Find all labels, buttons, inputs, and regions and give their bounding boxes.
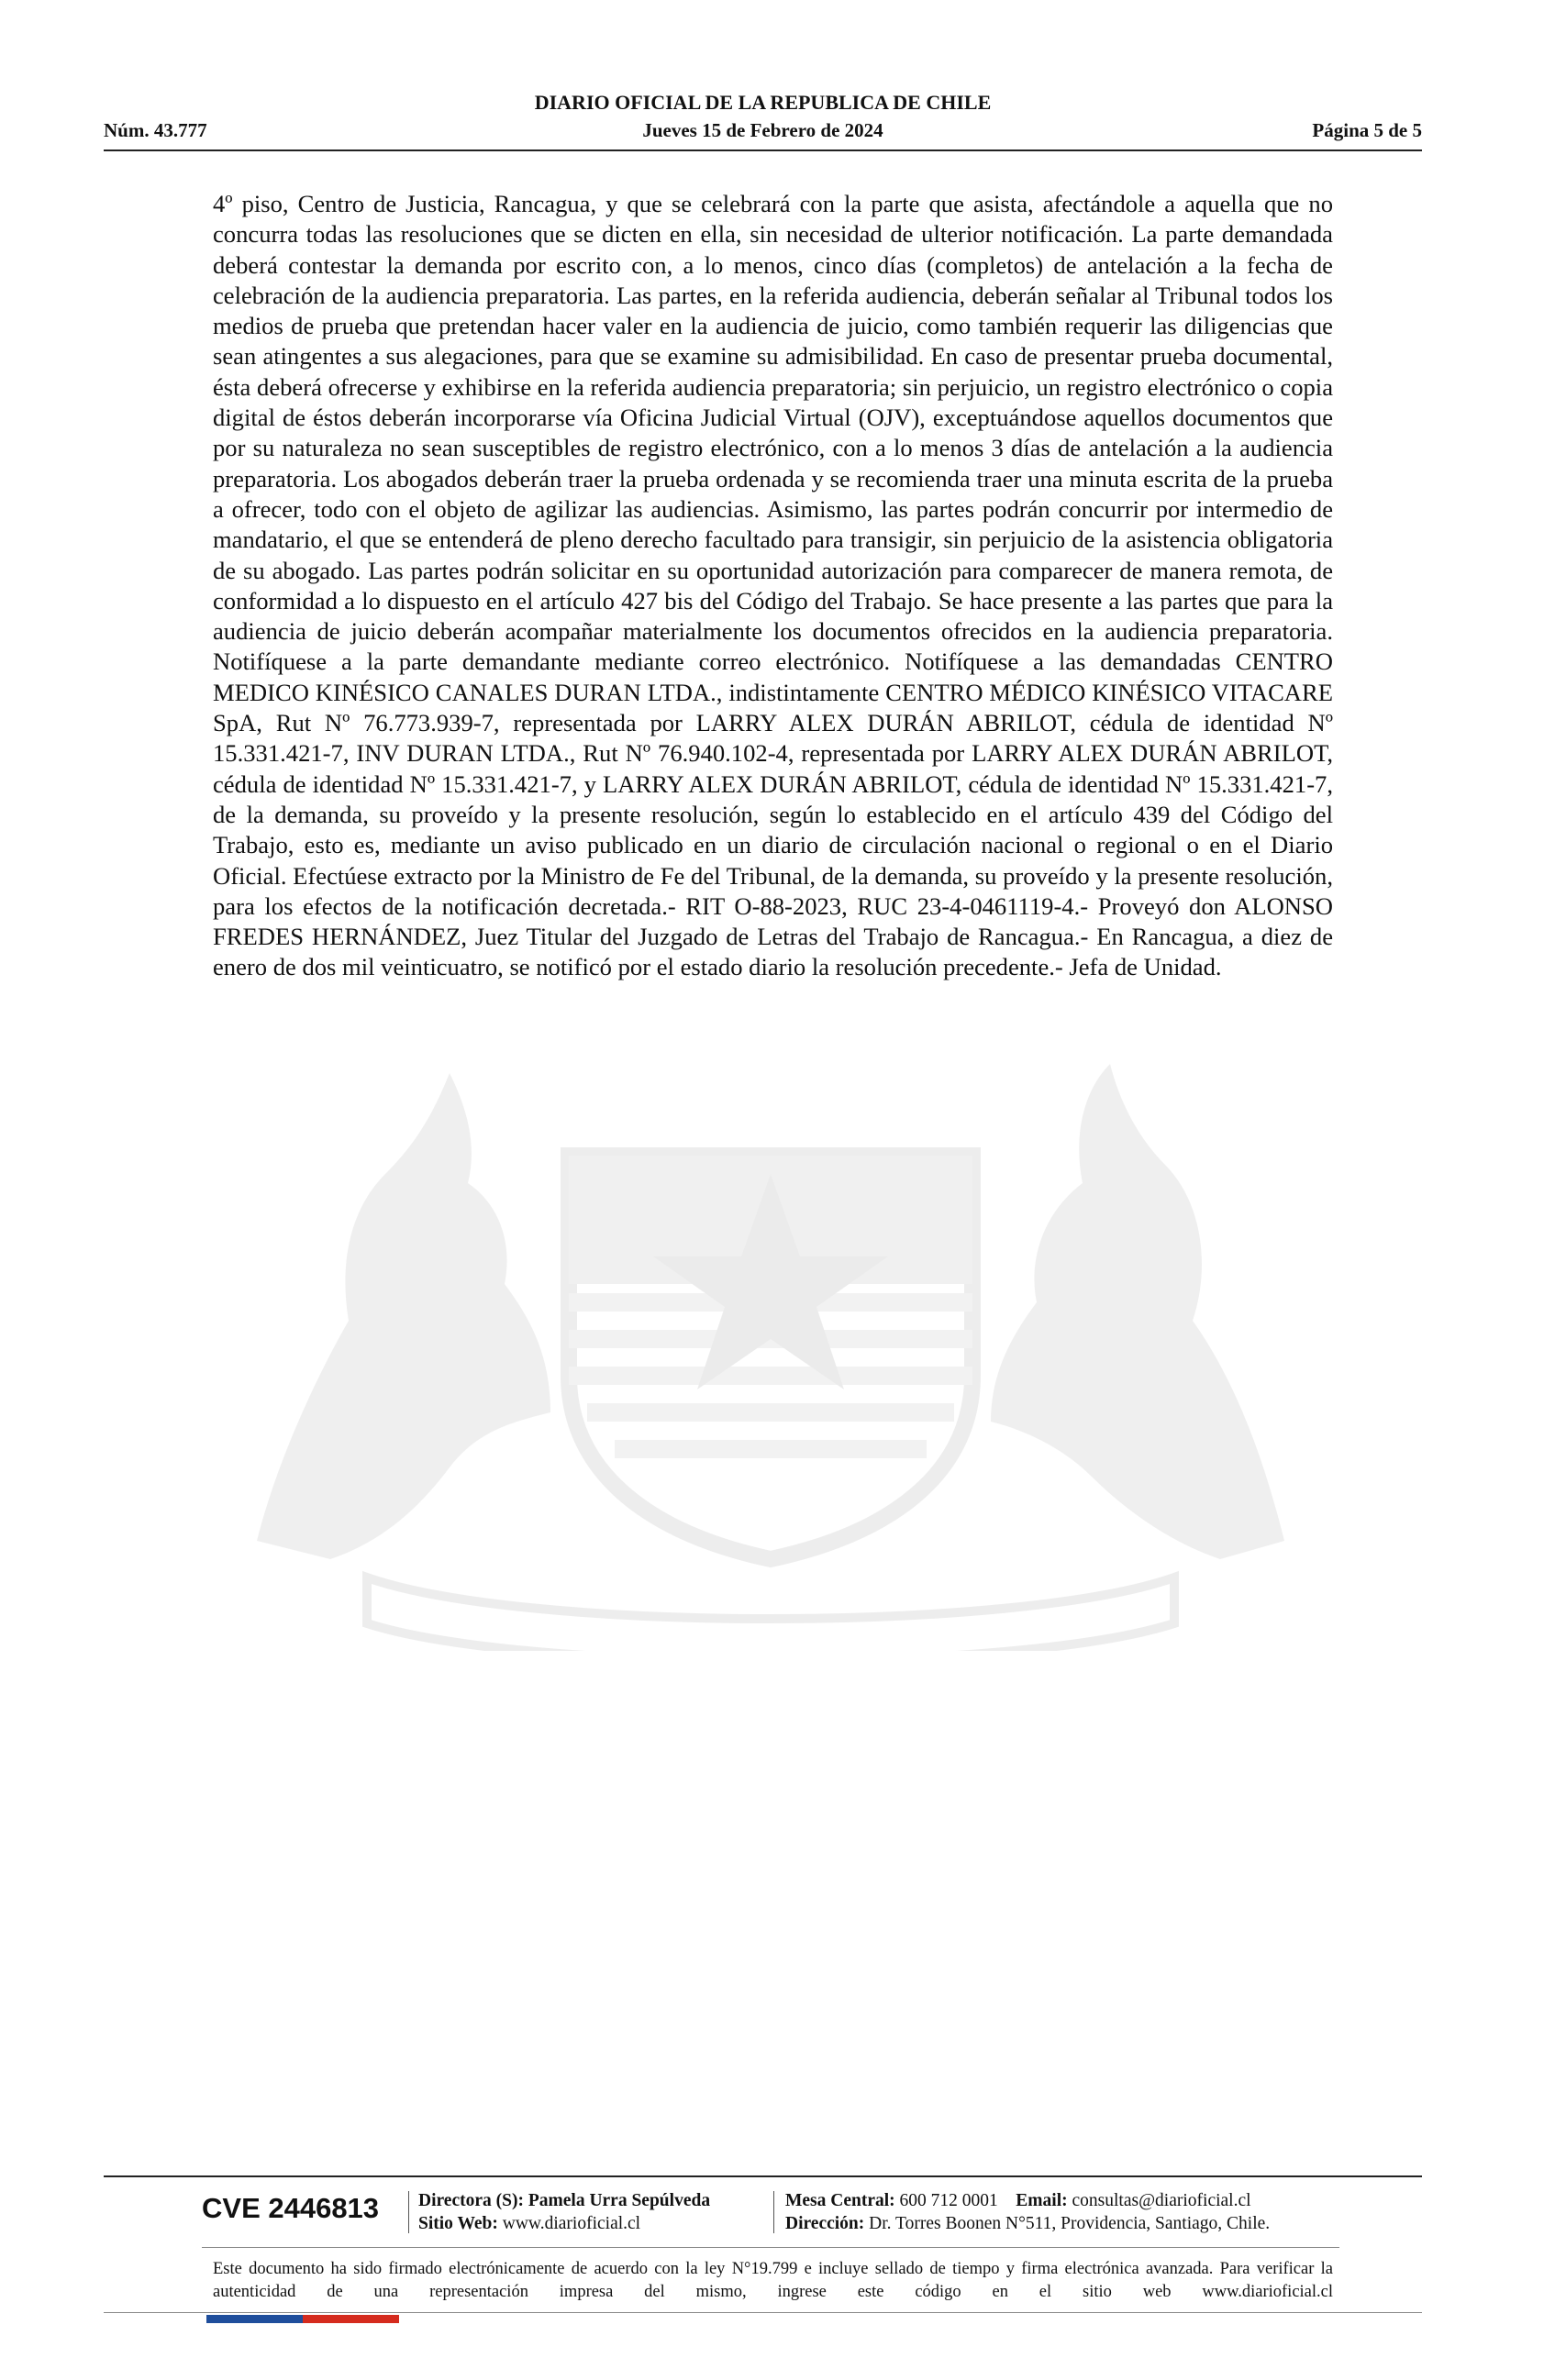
website-label: Sitio Web: [418,2214,498,2233]
footer-divider [104,2175,1422,2177]
flag-blue-segment [206,2315,303,2323]
footer-separator [408,2191,409,2233]
footer-director-block [418,2189,710,2235]
footer-inner-divider [202,2247,1339,2248]
email-label: Email: [1016,2191,1068,2210]
newspaper-title: DIARIO OFICIAL DE LA REPUBLICA DE CHILE [534,91,992,114]
email-link[interactable]: consultas@diarioficial.cl [1072,2191,1251,2210]
header-divider [104,149,1422,151]
coat-of-arms-watermark-icon [202,991,1339,1651]
director-label: Directora (S): [418,2191,524,2210]
notice-body-text: 4º piso, Centro de Justicia, Rancagua, y que se celebrará con la parte que asista, afectándole a aquella que no concurra todas las resoluciones que se dicten en ella, sin necesidad de ulterior notificación. La parte demandada deberá contestar la demanda por escrito con, a lo menos, cinco días (completos) de antelación a la fecha de celebración de la audiencia preparatoria. Las partes, en la referida audiencia, deberán señalar al Tribunal todos los medios de prueba que pretendan hacer valer en la audiencia de juicio, como también requerir las diligencias que sean atingentes a sus alegaciones, para que se examine su admisibilidad. En caso de presentar prueba documental, ésta deberá ofrecerse y exhibirse en la referida audiencia preparatoria; sin perjuicio, un registro electrónico o copia digital de éstos deberán incorporarse vía Oficina Judicial Virtual (OJV), exceptuándose aquellos documentos que por su naturaleza no sean susceptibles de registro electrónico, con a lo menos 3 días de antelación a la audiencia preparatoria. Los abogados deberán traer la prueba ordenada y se recomienda traer una minuta escrita de la prueba a ofrecer, todo con el objeto de agilizar las audiencias. Asimismo, las partes podrán concurrir por intermedio de mandatario, el que se entenderá de pleno derecho facultado para transigir, sin perjuicio de la asistencia obligatoria de su abogado. Las partes podrán solicitar en su oportunidad autorización para comparecer de manera remota, de conformidad a lo dispuesto en el artículo 427 bis del Código del Trabajo. Se hace presente a las partes que para la audiencia de juicio deberán acompañar materialmente los documentos ofrecidos en la audiencia preparatoria. Notifíquese a la parte demandante mediante correo electrónico. Notifíquese a las demandadas CENTRO MEDICO KINÉSICO CANALES DURAN LTDA., indistintamente CENTRO MÉDICO KINÉSICO VITACARE SpA, Rut Nº 76.773.939-7, representada por LARRY ALEX DURÁN ABRILOT, cédula de identidad Nº 15.331.421-7, INV DURAN LTDA., Rut Nº 76.940.102-4, representada por LARRY ALEX DURÁN ABRILOT, cédula de identidad Nº 15.331.421-7, y LARRY ALEX DURÁN ABRILOT, cédula de identidad Nº 15.331.421-7, de la demanda, su proveído y la presente resolución, según lo establecido en el artículo 439 del Código del Trabajo, esto es, mediante un aviso publicado en un diario de circulación nacional o regional o en el Diario Oficial. Efectúese extracto por la Ministro de Fe del Tribunal, de la demanda, su proveído y la presente resolución, para los efectos de la notificación decretada.- RIT O-88-2023, RUC 23-4-0461119-4.- Proveyó don ALONSO FREDES HERNÁNDEZ, Juez Titular del Juzgado de Letras del Trabajo de Rancagua.- En Rancagua, a diez de enero de dos mil veinticuatro, se notificó por el estado diario la resolución precedente.- Jefa de Unidad. [213,190,1333,981]
footer-separator [773,2191,774,2233]
phone-label: Mesa Central: [785,2191,895,2210]
flag-red-segment [303,2315,399,2323]
address-text: Dr. Torres Boonen N°511, Providencia, Santiago, Chile. [869,2214,1271,2233]
address-label: Dirección: [785,2214,865,2233]
issue-date: Jueves 15 de Febrero de 2024 [642,119,883,141]
chile-flag-stripe [206,2315,399,2323]
director-name: Pamela Urra Sepúlveda [528,2191,711,2210]
legal-notice: Este documento ha sido firmado electrónicamente de acuerdo con la ley N°19.799 e incluye sellado de tiempo y firma electrónica avanzada. Para verificar la autenticidad de una representación impresa del mismo, ingrese este código en el sitio web www.diarioficial.cl [213,2260,1333,2301]
page-header [104,90,1422,147]
cve-code: CVE 2446813 [202,2192,380,2224]
footer-bottom-divider [104,2312,1422,2313]
issue-number: Núm. 43.777 [104,119,207,141]
footer-contact-block [785,2189,1270,2235]
phone-number: 600 712 0001 [899,2191,998,2210]
page-number: Página 5 de 5 [1312,119,1422,141]
website-link[interactable]: www.diarioficial.cl [502,2214,641,2233]
